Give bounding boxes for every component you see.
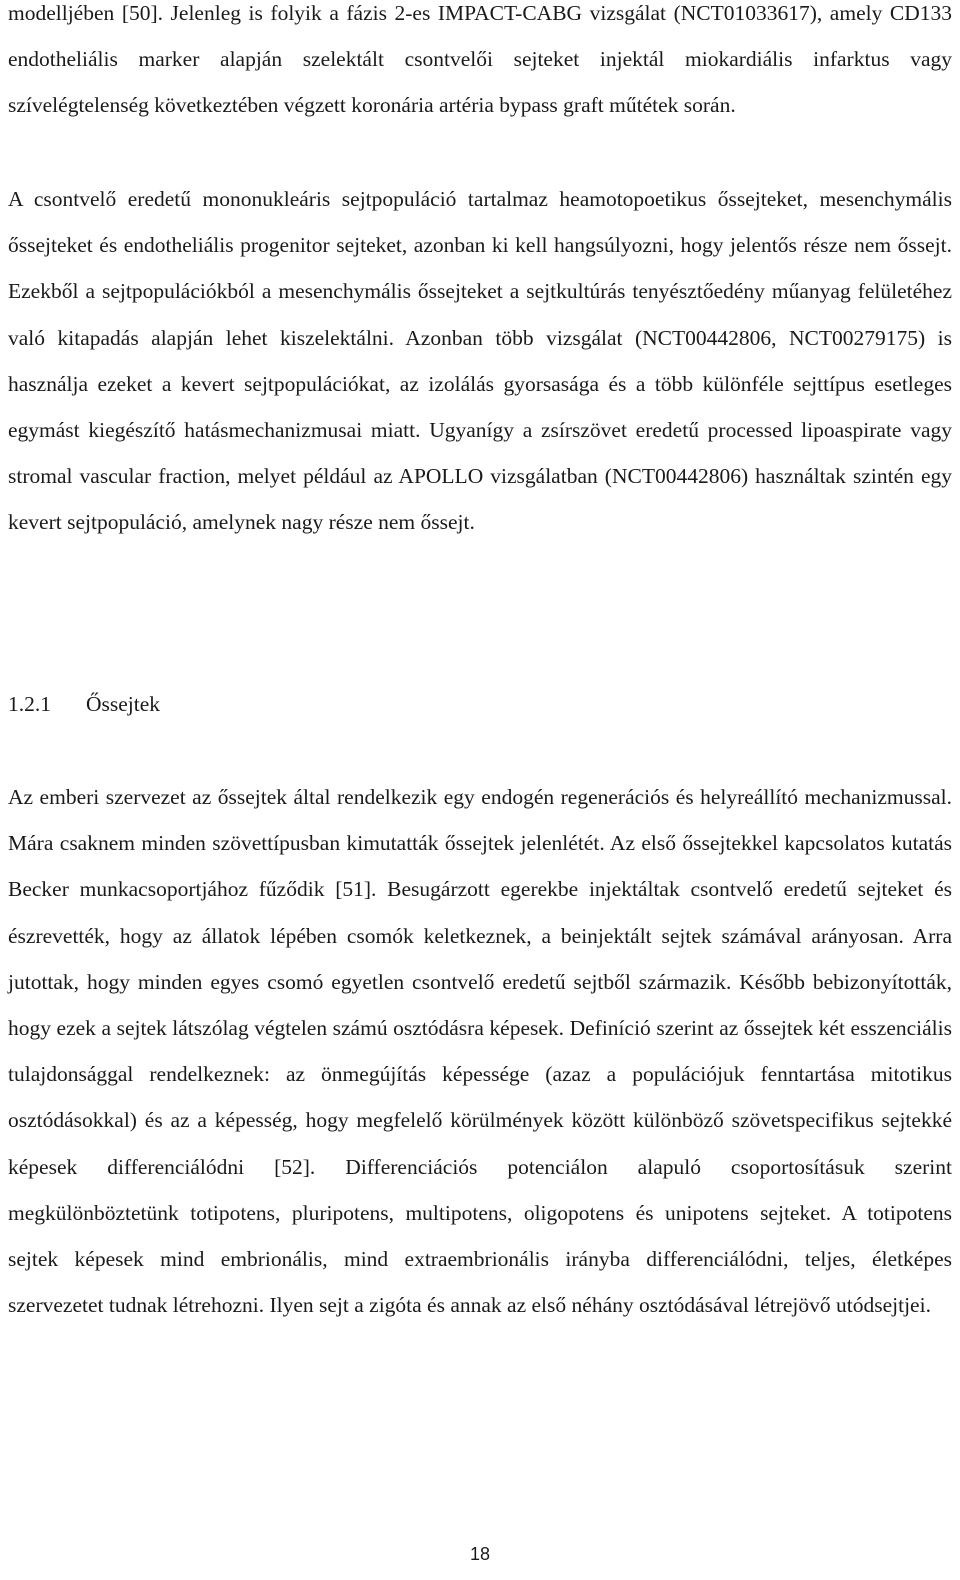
page-number: 18 bbox=[469, 1544, 491, 1564]
paragraph: Az emberi szervezet az őssejtek által rendelkezik egy endogén regenerációs és helyreállító mechanizmussal. Mára csaknem minden szövettípusban kimutatták őssejtek jelenlétét. Az első őssejtekkel kapcsolatos kutatás Becker munkacsoportjához fűződik [51]. Besugárzott egerekbe injektáltak csontvelő eredetű sejteket és észrevették, hogy az állatok lépében csomók keletkeznek, a beinjektált sejtek számával arányosan. Arra jutottak, hogy minden egyes csomó egyetlen csontvelő eredetű sejtből származik. Később bebizonyították, hogy ezek a sejtek látszólag végtelen számú osztódásra képesek. Definíció szerint az őssejtek két esszenciális tulajdonsággal rendelkeznek: az önmegújítás képessége (azaz a populációjuk fenntartása mitotikus osztódásokkal) és az a képesség, hogy megfelelő körülmények között különböző szövetspecifikus sejtekké képesek differenciálódni [52]. Differenciációs potenciálon alapuló csoportosításuk szerint megkülönböztetünk totipotens, pluripotens, multipotens, oligopotens és unipotens sejteket. A totipotens sejtek képesek mind embrionális, mind extraembrionális irányba differenciálódni, teljes, életképes szervezetet tudnak létrehozni. Ilyen sejt a zigóta és annak az első néhány osztódásával létrejövő utódsejtjei. bbox=[8, 785, 952, 1318]
paragraph: A csontvelő eredetű mononukleáris sejtpopuláció tartalmaz heamotopoetikus őssejteket, mesenchymális őssejteket és endotheliális progenitor sejteket, azonban ki kell hangsúlyozni, hogy jelentős része nem őssejt. Ezekből a sejtpopulációkból a mesenchymális őssejteket a sejtkultúrás tenyésztőedény műanyag felületéhez való kitapadás alapján lehet kiszelektálni. Azonban több vizsgálat (NCT00442806, NCT00279175) is használja ezeket a kevert sejtpopulációkat, az izolálás gyorsasága és a több különféle sejttípus esetleges egymást kiegészítő hatásmechanizmusai miatt. Ugyanígy a zsírszövet eredetű processed lipoaspirate vagy stromal vascular fraction, melyet például az APOLLO vizsgálatban (NCT00442806) használtak szintén egy kevert sejtpopuláció, amelynek nagy része nem őssejt. bbox=[8, 187, 952, 535]
section-title: Őssejtek bbox=[86, 692, 161, 716]
section-number: 1.2.1 bbox=[8, 692, 51, 716]
paragraph: modelljében [50]. Jelenleg is folyik a fázis 2-es IMPACT-CABG vizsgálat (NCT01033617), amely CD133 endotheliális marker alapján szelektált csontvelői sejteket injektál miokardiális infarktus vagy szívelégtelenség következtében végzett koronária artéria bypass graft műtétek során. bbox=[8, 1, 952, 118]
section-heading bbox=[8, 681, 952, 727]
